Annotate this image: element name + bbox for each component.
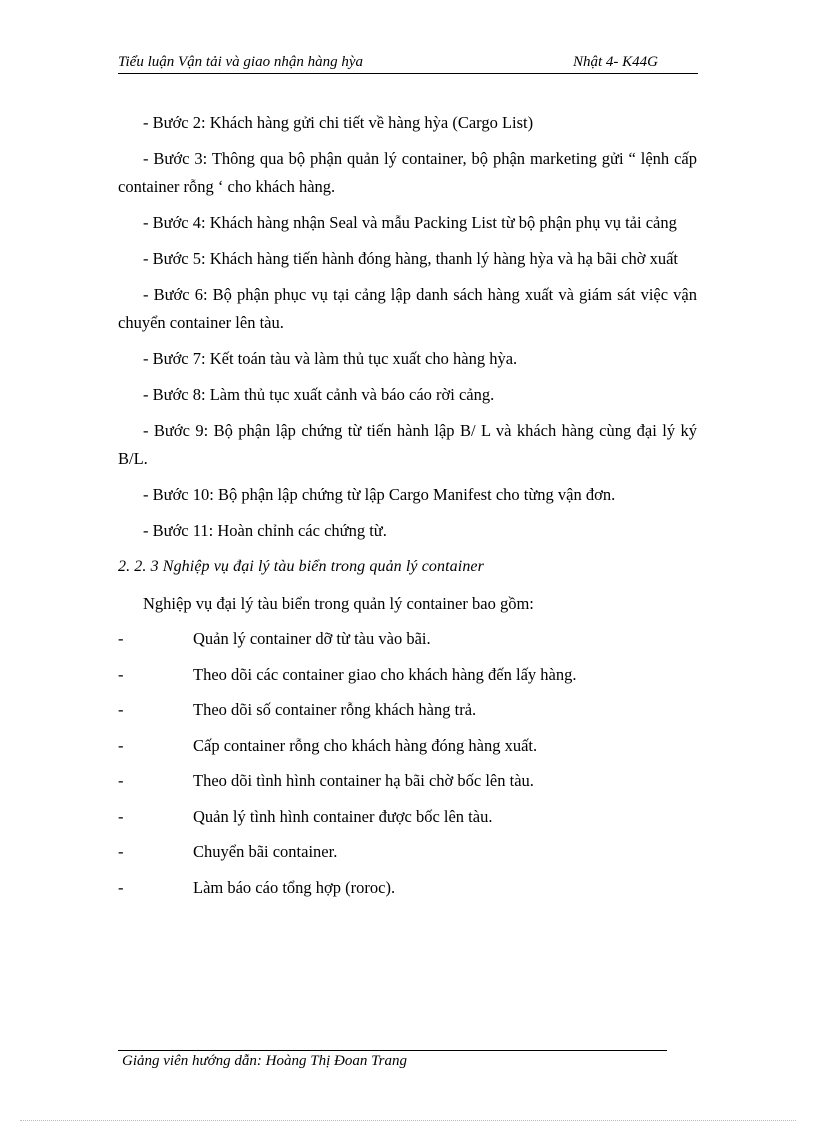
list-item-text: Cấp container rỗng cho khách hàng đóng hàng xuất. (193, 735, 538, 755)
step-paragraph: - Bước 6: Bộ phận phục vụ tại cảng lập danh sách hàng xuất và giám sát việc vận chuyển container lên tàu. (118, 285, 697, 332)
list-item (118, 625, 697, 661)
list-item (118, 767, 697, 803)
page-edge-divider (20, 1120, 796, 1121)
step-paragraph: - Bước 3: Thông qua bộ phận quản lý container, bộ phận marketing gửi “ lệnh cấp container rỗng ‘ cho khách hàng. (118, 149, 697, 196)
list-item-text: Theo dõi tình hình container hạ bãi chờ bốc lên tàu. (193, 771, 534, 790)
bullet-dash: - (118, 664, 124, 684)
bullet-dash: - (118, 877, 124, 897)
step-paragraph: - Bước 7: Kết toán tàu và làm thủ tục xuất cho hàng hỳa. (143, 349, 518, 368)
list-item (118, 838, 697, 874)
step-paragraph: - Bước 9: Bộ phận lập chứng từ tiến hành lập B/ L và khách hàng cùng đại lý ký B/L. (118, 421, 697, 468)
duty-list (118, 625, 697, 909)
header-divider (118, 73, 698, 74)
page-body (118, 109, 697, 909)
list-item (118, 661, 697, 697)
header-title: Tiểu luận Vận tải và giao nhận hàng hỳa (118, 54, 363, 70)
list-item (118, 696, 697, 732)
list-item-text: Làm báo cáo tổng hợp (roroc). (193, 877, 396, 897)
list-item-text: Theo dõi số container rỗng khách hàng trả. (193, 700, 477, 719)
bullet-dash: - (118, 771, 124, 790)
bullet-dash: - (118, 629, 124, 648)
list-item (118, 803, 697, 839)
bullet-dash: - (118, 700, 124, 719)
section-intro: Nghiệp vụ đại lý tàu biển trong quản lý container bao gồm: (143, 594, 534, 613)
section-heading: 2. 2. 3 Nghiệp vụ đại lý tàu biển trong quản lý container (118, 558, 484, 575)
page-footer: Giảng viên hướng dẫn: Hoàng Thị Đoan Trang (122, 1053, 407, 1069)
bullet-dash: - (118, 842, 124, 861)
footer-divider (118, 1050, 667, 1051)
header-author: Nhật 4- K44G (573, 54, 659, 70)
step-paragraph: - Bước 2: Khách hàng gửi chi tiết về hàng hỳa (Cargo List) (143, 113, 534, 132)
step-paragraph: - Bước 11: Hoàn chỉnh các chứng từ. (143, 521, 387, 540)
bullet-dash: - (118, 735, 124, 755)
step-paragraph: - Bước 8: Làm thủ tục xuất cảnh và báo cáo rời cảng. (143, 385, 495, 404)
list-item-text: Chuyển bãi container. (193, 842, 338, 861)
step-paragraph: - Bước 10: Bộ phận lập chứng từ lập Cargo Manifest cho từng vận đơn. (143, 485, 616, 504)
list-item (118, 732, 697, 768)
list-item-text: Quản lý container dỡ từ tàu vào bãi. (193, 629, 431, 648)
step-paragraph: - Bước 5: Khách hàng tiến hành đóng hàng, thanh lý hàng hỳa và hạ bãi chờ xuất (143, 249, 679, 268)
step-paragraph: - Bước 4: Khách hàng nhận Seal và mẫu Packing List từ bộ phận phụ vụ tải cảng (143, 213, 677, 232)
list-item-text: Quản lý tình hình container được bốc lên tàu. (193, 806, 493, 826)
bullet-dash: - (118, 806, 124, 826)
list-item-text: Theo dõi các container giao cho khách hàng đến lấy hàng. (193, 664, 577, 684)
page-header (118, 54, 698, 74)
list-item (118, 874, 697, 910)
